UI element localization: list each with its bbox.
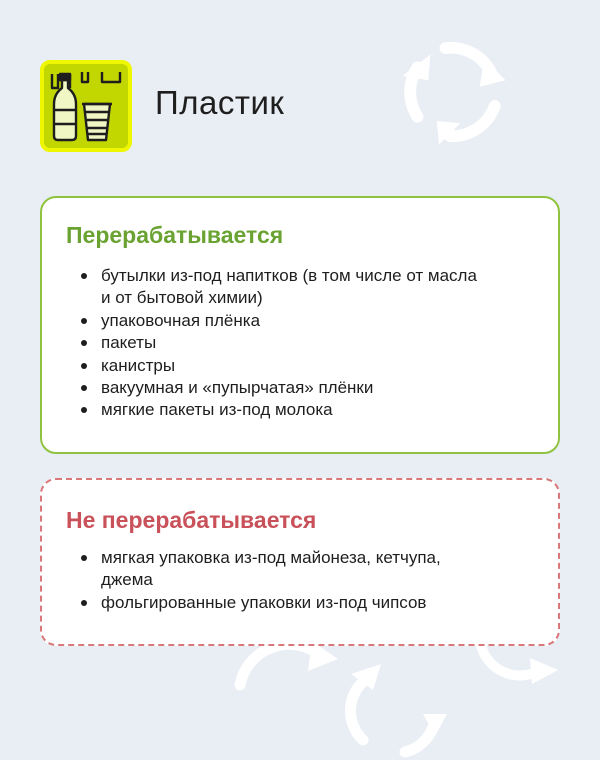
non-recyclable-card (40, 478, 560, 646)
list-item: пакеты (79, 332, 491, 354)
list-item: бутылки из-под напитков (в том числе от масла и от бытовой химии) (79, 265, 491, 310)
category-title: Пластик (155, 84, 285, 121)
list-item: мягкая упаковка из-под майонеза, кетчупа, джема (79, 547, 461, 592)
list-item: упаковочная плёнка (79, 310, 491, 332)
non-recyclable-heading: Не перерабатывается (66, 507, 317, 533)
recyclable-card (40, 196, 560, 454)
list-item: канистры (79, 355, 491, 377)
list-item: мягкие пакеты из-под молока (79, 399, 491, 421)
category-icon (40, 60, 132, 152)
recyclable-heading: Перерабатывается (66, 222, 284, 248)
non-recyclable-list (79, 547, 461, 614)
recyclable-list (79, 265, 491, 422)
recycle-arrows-icon (330, 660, 460, 760)
list-item: фольгированные упаковки из-под чипсов (79, 592, 461, 614)
recycle-arrows-icon (388, 32, 520, 150)
list-item: вакуумная и «пупырчатая» плёнки (79, 377, 491, 399)
plastic-bottle-and-cup-icon (44, 64, 128, 148)
